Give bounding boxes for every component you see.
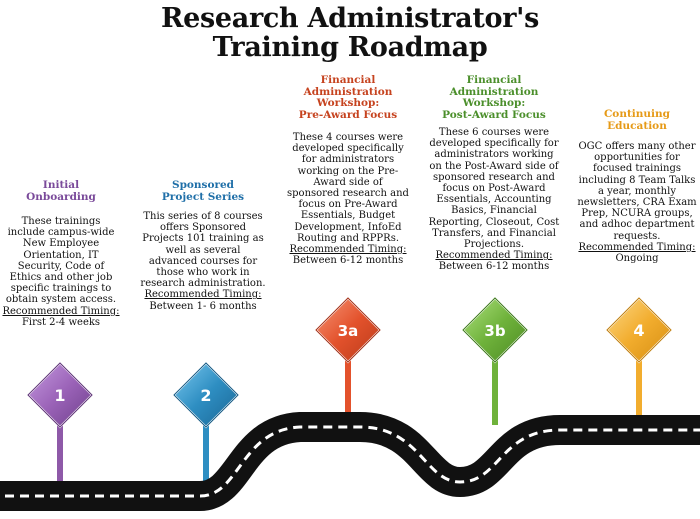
stage-3a-heading [286, 75, 410, 121]
stage-1-panel [2, 180, 120, 328]
stage-2-heading [140, 180, 266, 203]
stage-1-timing-label: Recommended Timing: [2, 305, 120, 317]
stage-3b-timing-label: Recommended Timing: [435, 250, 553, 262]
sign-3a [316, 298, 380, 362]
stage-3b-heading-line: Administration [449, 85, 539, 98]
stage-2-heading-line: Sponsored [171, 179, 235, 191]
pole-4 [636, 355, 642, 425]
stage-1-body: These trainings include campus-wide New Employee Orientation, IT Security, Code of Ethics and other job specific trainings to obtain system access. [5, 216, 117, 306]
stage-2-timing-label: Recommended Timing: [144, 289, 262, 301]
sign-1-label: 1 [54, 386, 66, 405]
stage-1-heading-line: Initial [42, 179, 80, 191]
stage-3a-heading-line: Financial [320, 74, 376, 86]
stage-4-heading-line: Education [607, 119, 667, 132]
stage-3a-heading-line: Pre-Award Focus [298, 108, 398, 121]
stage-2-heading-line: Project Series [161, 190, 245, 203]
title-line-2: Training Roadmap [212, 32, 488, 63]
pole-3b [492, 355, 498, 425]
stage-2-description [140, 211, 266, 312]
road [0, 427, 700, 496]
stage-3a-description [286, 132, 410, 266]
stage-3b-description [428, 127, 560, 273]
stage-4-timing-label: Recommended Timing: [578, 241, 696, 253]
stage-3a-timing-label: Recommended Timing: [289, 244, 407, 256]
stage-4-heading-line: Continuing [603, 108, 671, 120]
stage-2-body: This series of 8 courses offers Sponsored Projects 101 training as well as several advanced courses for those who work in research administration. [140, 211, 266, 290]
sign-3b [463, 298, 527, 362]
sign-2-label: 2 [200, 386, 212, 405]
title-line-1: Research Administrator's [160, 3, 540, 34]
stage-2-panel [140, 180, 266, 312]
stage-3b-heading-line: Workshop: [462, 97, 526, 109]
stage-3a-heading-line: Workshop: [316, 97, 380, 109]
sign-4-label: 4 [633, 321, 645, 340]
stage-4-heading [576, 109, 698, 132]
stage-4-timing-value: Ongoing [615, 253, 659, 265]
stage-3b-heading-line: Post-Award Focus [442, 108, 546, 121]
sign-2 [174, 363, 238, 427]
pole-1 [57, 420, 63, 490]
stage-1-description [2, 216, 120, 328]
sign-3a-label: 3a [337, 322, 359, 340]
stage-4-description [576, 141, 698, 264]
stage-1-timing-value: First 2-4 weeks [21, 316, 101, 328]
stage-4-body: OGC offers many other opportunities for focused trainings including 8 Team Talks a year, monthly newsletters, CRA Exam Prep, NCURA groups, and adhoc department requests. [577, 141, 697, 242]
stage-1-heading-line: Onboarding [26, 190, 96, 203]
sign-4 [607, 298, 671, 362]
stage-3b-heading-line: Financial [466, 74, 522, 86]
sign-1 [28, 363, 92, 427]
stage-3b-heading [428, 75, 560, 121]
stage-1-heading [2, 180, 120, 203]
stage-4-panel [576, 109, 698, 264]
stage-3b-timing-value: Between 6-12 months [438, 261, 550, 273]
stage-3a-heading-line: Administration [303, 85, 393, 98]
sign-3b-label: 3b [484, 322, 506, 340]
stage-3b-panel [428, 75, 560, 273]
stage-3a-panel [286, 75, 410, 266]
stage-3a-body: These 4 courses were developed specifically for administrators working on the Pre-Award side of sponsored research and focus on Pre-Award Essentials, Budget Development, InfoEd Routing and RPPRs. [287, 132, 409, 244]
stage-3a-timing-value: Between 6-12 months [292, 255, 404, 267]
stage-2-timing-value: Between 1- 6 months [149, 300, 257, 312]
stage-3b-body: These 6 courses were developed specifically for administrators working on the Post-Award side of sponsored research and focus on Post-Award Essentials, Accounting Basics, Financial Reporting, Closeout, Cost Transfers, and Financial Projections. [428, 127, 560, 251]
